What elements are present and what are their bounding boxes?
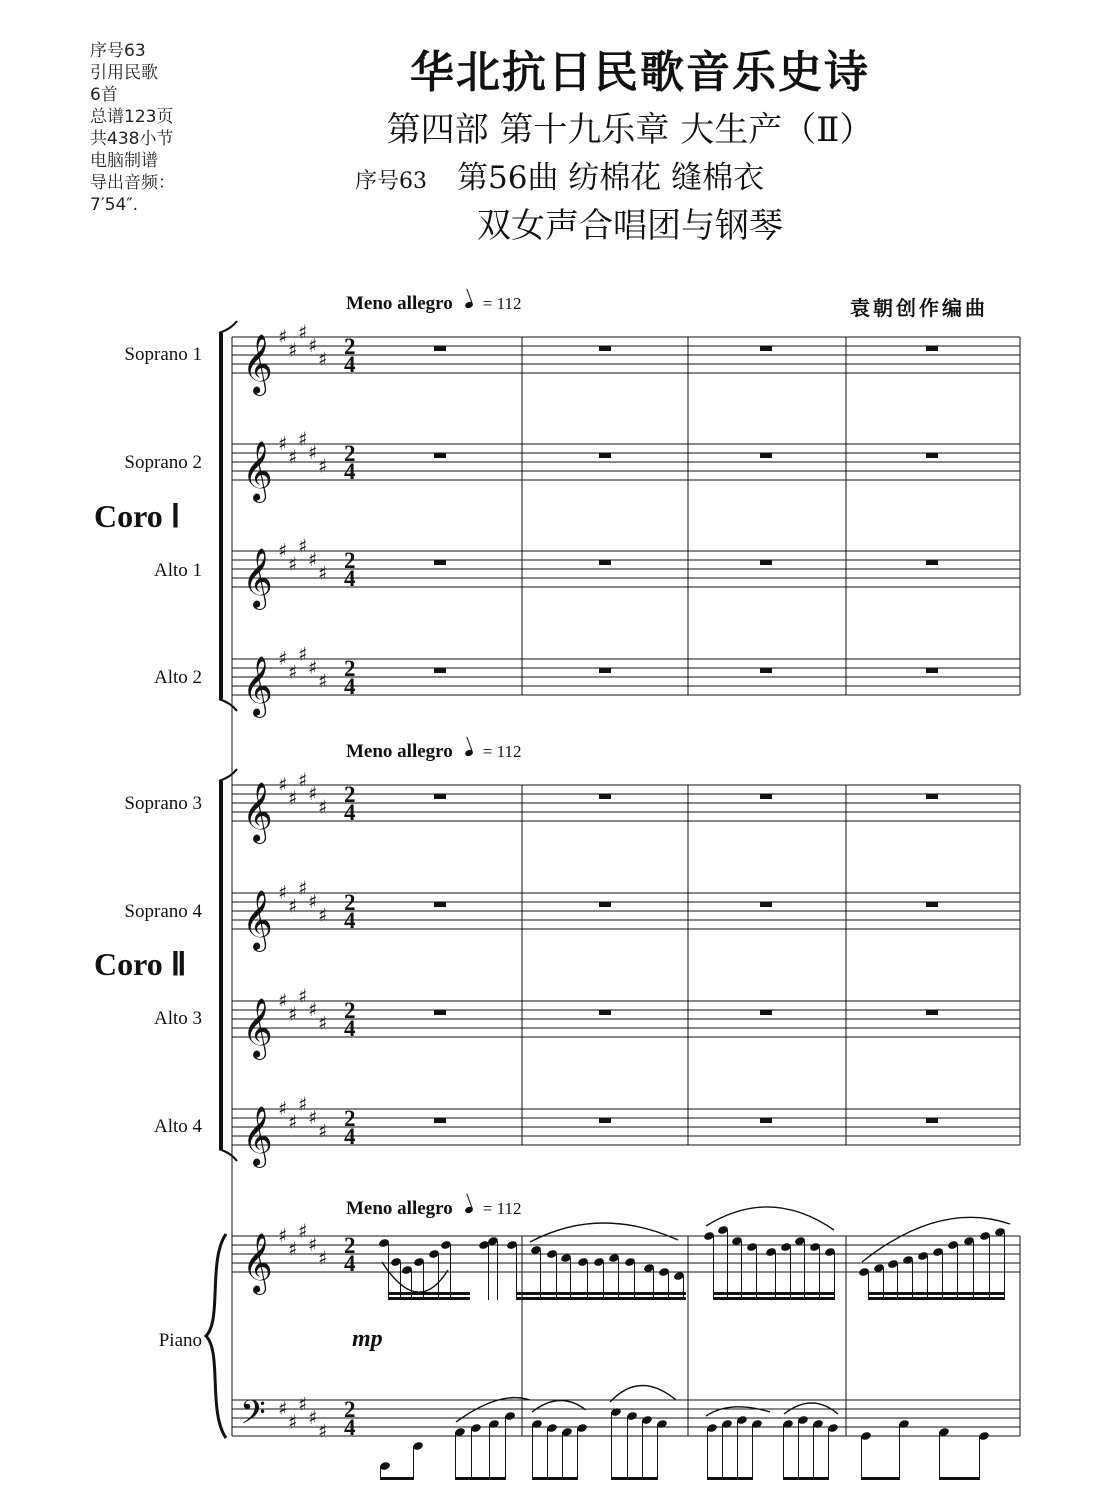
sharp-icon: ♯ xyxy=(308,1107,318,1129)
tempo-value: = 112 xyxy=(482,1199,522,1218)
note-beam xyxy=(940,1477,980,1480)
piece-title: 第56曲 纺棉花 缝棉衣 xyxy=(457,160,765,196)
note-beam xyxy=(380,1477,414,1480)
time-signature-bottom: 4 xyxy=(344,566,356,591)
note-beam xyxy=(868,1297,1004,1300)
whole-rest-icon xyxy=(434,453,446,458)
whole-rest-icon xyxy=(760,794,772,799)
sharp-icon: ♯ xyxy=(288,1003,298,1026)
staff-label-soprano-2: Soprano 2 xyxy=(124,452,202,473)
sharp-icon: ♯ xyxy=(298,321,308,344)
time-signature-bottom: 4 xyxy=(344,352,356,377)
whole-rest-icon xyxy=(599,346,611,351)
piece-number: 序号63 xyxy=(355,169,427,194)
sharp-icon: ♯ xyxy=(288,1238,298,1261)
treble-clef-icon: 𝄞 xyxy=(242,998,273,1058)
whole-rest-icon xyxy=(926,668,938,673)
whole-rest-icon xyxy=(434,346,446,351)
sharp-icon: ♯ xyxy=(318,455,328,478)
sharp-icon: ♯ xyxy=(298,643,308,666)
time-signature-top: 2 xyxy=(344,334,356,359)
time-signature-top: 2 xyxy=(344,782,356,807)
sharp-icon: ♯ xyxy=(278,1098,288,1120)
sharp-icon: ♯ xyxy=(298,428,308,451)
meta-line: 共438小节 xyxy=(90,129,174,149)
whole-rest-icon xyxy=(434,794,446,799)
whole-rest-icon xyxy=(599,1118,611,1123)
sharp-icon: ♯ xyxy=(308,783,318,805)
sharp-icon: ♯ xyxy=(308,549,318,571)
note-beam xyxy=(516,1297,686,1300)
staff-label-alto-3: Alto 3 xyxy=(153,1008,202,1029)
meta-line: 导出音频： xyxy=(90,173,175,193)
whole-rest-icon xyxy=(434,668,446,673)
note-beam xyxy=(861,1477,900,1480)
system-bracket xyxy=(219,781,223,1149)
whole-rest-icon xyxy=(434,560,446,565)
whole-rest-icon xyxy=(599,560,611,565)
time-signature-top: 2 xyxy=(344,1397,356,1422)
sharp-icon: ♯ xyxy=(318,562,328,585)
sharp-icon: ♯ xyxy=(298,1093,308,1116)
whole-rest-icon xyxy=(760,1118,772,1123)
dynamic-marking: mp xyxy=(352,1326,383,1352)
sharp-icon: ♯ xyxy=(298,1220,308,1243)
note-beam xyxy=(868,1292,1004,1295)
sharp-icon: ♯ xyxy=(278,1225,288,1247)
staff-label-soprano-4: Soprano 4 xyxy=(124,901,202,922)
staff-label-alto-4: Alto 4 xyxy=(153,1116,202,1137)
sharp-icon: ♯ xyxy=(288,787,298,810)
instrumentation-subtitle: 双女声合唱团与钢琴 xyxy=(477,206,783,246)
system-bracket xyxy=(219,333,223,699)
whole-rest-icon xyxy=(760,560,772,565)
note-beam xyxy=(714,1297,834,1300)
time-signature-bottom: 4 xyxy=(344,1251,356,1276)
composer-credit: 袁朝创作编曲 xyxy=(850,296,988,320)
slur-icon xyxy=(530,1223,678,1242)
time-signature-bottom: 4 xyxy=(344,1415,356,1440)
whole-rest-icon xyxy=(926,453,938,458)
sharp-icon: ♯ xyxy=(278,648,288,670)
treble-clef-icon: 𝄞 xyxy=(242,890,273,950)
sharp-icon: ♯ xyxy=(308,1234,318,1256)
whole-rest-icon xyxy=(599,668,611,673)
tempo-text: Meno allegro xyxy=(346,293,453,314)
tempo-text: Meno allegro xyxy=(346,741,453,762)
sharp-icon: ♯ xyxy=(298,1393,308,1416)
time-signature-top: 2 xyxy=(344,1233,356,1258)
sharp-icon: ♯ xyxy=(318,1120,328,1143)
time-signature-bottom: 4 xyxy=(344,908,356,933)
staff-label-alto-2: Alto 2 xyxy=(153,667,202,688)
sharp-icon: ♯ xyxy=(308,891,318,913)
time-signature-bottom: 4 xyxy=(344,1016,356,1041)
group-label-coro-2: Coro Ⅱ xyxy=(94,946,187,982)
sharp-icon: ♯ xyxy=(308,999,318,1021)
note-beam xyxy=(714,1292,834,1295)
note-beam xyxy=(455,1477,506,1480)
note-beam xyxy=(707,1477,753,1480)
staff-label-piano: Piano xyxy=(158,1330,202,1351)
sharp-icon: ♯ xyxy=(308,657,318,679)
meta-line: 总谱123页 xyxy=(90,107,174,127)
note-beam xyxy=(532,1477,578,1480)
time-signature-top: 2 xyxy=(344,998,356,1023)
sharp-icon: ♯ xyxy=(298,985,308,1008)
sharp-icon: ♯ xyxy=(318,670,328,693)
sharp-icon: ♯ xyxy=(288,895,298,918)
whole-rest-icon xyxy=(760,346,772,351)
note-beam xyxy=(389,1292,470,1295)
sharp-icon: ♯ xyxy=(298,877,308,900)
treble-clef-icon: 𝄞 xyxy=(242,656,273,716)
treble-clef-icon: 𝄞 xyxy=(242,782,273,842)
sharp-icon: ♯ xyxy=(278,774,288,796)
sharp-icon: ♯ xyxy=(278,433,288,455)
sharp-icon: ♯ xyxy=(288,339,298,362)
whole-rest-icon xyxy=(599,794,611,799)
whole-rest-icon xyxy=(760,1010,772,1015)
tempo-value: = 112 xyxy=(482,742,522,761)
sharp-icon: ♯ xyxy=(288,1111,298,1134)
bass-clef-icon: 𝄢 xyxy=(240,1394,266,1440)
whole-rest-icon xyxy=(599,902,611,907)
sharp-icon: ♯ xyxy=(288,446,298,469)
note-beam xyxy=(389,1297,470,1300)
tempo-value: = 112 xyxy=(482,294,522,313)
sharp-icon: ♯ xyxy=(308,442,318,464)
sharp-icon: ♯ xyxy=(318,1012,328,1035)
time-signature-top: 2 xyxy=(344,890,356,915)
treble-clef-icon: 𝄞 xyxy=(242,1106,273,1166)
sharp-icon: ♯ xyxy=(308,1407,318,1429)
sharp-icon: ♯ xyxy=(288,1411,298,1434)
whole-rest-icon xyxy=(599,1010,611,1015)
note-beam xyxy=(516,1292,686,1295)
meta-line: 7′54″. xyxy=(90,195,139,215)
staff-label-soprano-3: Soprano 3 xyxy=(124,793,202,814)
time-signature-top: 2 xyxy=(344,441,356,466)
slur-icon xyxy=(532,1400,586,1412)
bracket-hook-icon xyxy=(219,769,237,781)
slur-icon xyxy=(706,1407,770,1416)
movement-subtitle: 第四部 第十九乐章 大生产（Ⅱ） xyxy=(386,110,874,150)
meta-line: 序号63 xyxy=(90,41,146,61)
sharp-icon: ♯ xyxy=(308,335,318,357)
page-title: 华北抗日民歌音乐史诗 xyxy=(410,47,870,98)
time-signature-bottom: 4 xyxy=(344,800,356,825)
whole-rest-icon xyxy=(434,1010,446,1015)
sharp-icon: ♯ xyxy=(298,535,308,558)
sharp-icon: ♯ xyxy=(318,348,328,371)
whole-rest-icon xyxy=(434,1118,446,1123)
sharp-icon: ♯ xyxy=(318,1420,328,1443)
tempo-text: Meno allegro xyxy=(346,1198,453,1219)
time-signature-top: 2 xyxy=(344,548,356,573)
whole-rest-icon xyxy=(926,794,938,799)
whole-rest-icon xyxy=(599,453,611,458)
sharp-icon: ♯ xyxy=(278,882,288,904)
meta-line: 引用民歌 xyxy=(90,63,158,83)
note-beam xyxy=(611,1477,658,1480)
sharp-icon: ♯ xyxy=(278,990,288,1012)
sharp-icon: ♯ xyxy=(278,540,288,562)
piano-brace-icon xyxy=(206,1234,226,1438)
time-signature-top: 2 xyxy=(344,1106,356,1131)
whole-rest-icon xyxy=(434,902,446,907)
meta-line: 6首 xyxy=(90,85,118,105)
whole-rest-icon xyxy=(760,902,772,907)
whole-rest-icon xyxy=(926,346,938,351)
bracket-hook-icon xyxy=(219,1149,237,1161)
sharp-icon: ♯ xyxy=(318,796,328,819)
whole-rest-icon xyxy=(760,668,772,673)
time-signature-bottom: 4 xyxy=(344,1124,356,1149)
treble-clef-icon: 𝄞 xyxy=(242,548,273,608)
staff-label-soprano-1: Soprano 1 xyxy=(124,344,202,365)
sharp-icon: ♯ xyxy=(278,326,288,348)
bracket-hook-icon xyxy=(219,699,237,711)
whole-rest-icon xyxy=(926,1010,938,1015)
whole-rest-icon xyxy=(926,902,938,907)
staff-label-alto-1: Alto 1 xyxy=(153,560,202,581)
treble-clef-icon: 𝄞 xyxy=(242,334,273,394)
sharp-icon: ♯ xyxy=(288,553,298,576)
treble-clef-icon: 𝄞 xyxy=(242,441,273,501)
meta-line: 电脑制谱 xyxy=(90,151,158,171)
sharp-icon: ♯ xyxy=(298,769,308,792)
note-beam xyxy=(783,1477,829,1480)
time-signature-bottom: 4 xyxy=(344,674,356,699)
whole-rest-icon xyxy=(760,453,772,458)
time-signature-top: 2 xyxy=(344,656,356,681)
sharp-icon: ♯ xyxy=(318,1247,328,1270)
treble-clef-icon: 𝄞 xyxy=(242,1233,273,1293)
time-signature-bottom: 4 xyxy=(344,459,356,484)
bracket-hook-icon xyxy=(219,321,237,333)
sharp-icon: ♯ xyxy=(318,904,328,927)
whole-rest-icon xyxy=(926,560,938,565)
sharp-icon: ♯ xyxy=(278,1398,288,1420)
whole-rest-icon xyxy=(926,1118,938,1123)
group-label-coro-1: Coro Ⅰ xyxy=(94,498,181,534)
sharp-icon: ♯ xyxy=(288,661,298,684)
